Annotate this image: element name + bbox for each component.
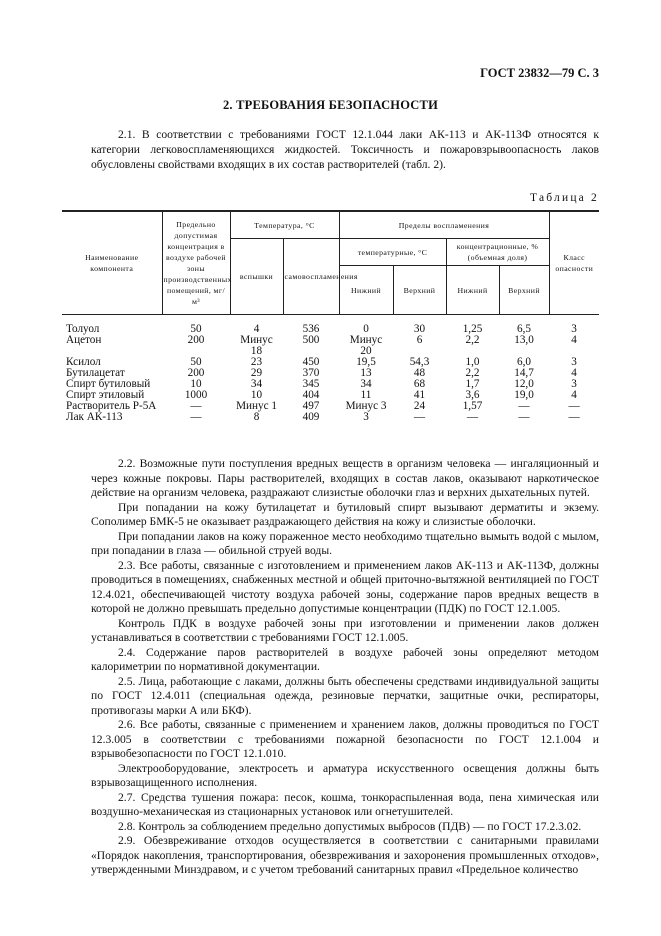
cell-chigh: — xyxy=(518,411,530,423)
properties-table xyxy=(62,210,599,423)
cell-chigh: 14,7 xyxy=(514,367,534,379)
cell-pdk: 10 xyxy=(190,378,202,390)
col-temp-upper: Верхний xyxy=(393,266,446,315)
page-header: ГОСТ 23832—79 С. 3 xyxy=(480,66,599,80)
cell-clow: 1,25 xyxy=(462,323,483,335)
cell-thigh: 41 xyxy=(413,389,426,401)
cell-name: Растворитель Р-5А xyxy=(66,400,157,412)
cell-flash: Минус 1 xyxy=(236,400,277,412)
paragraph-2-1: 2.1. В соответствии с требованиями ГОСТ 12.1.044 лаки АК-113 и АК-113Ф относятся к категории легковоспламеняющихся жидкостей. Токсичность и пожаровзрывоопасность лаков обусловлены свойствами входящих в их состав растворителей (табл. 2). xyxy=(91,128,599,171)
cell-pdk: 50 xyxy=(190,323,202,335)
cell-cls: 4 xyxy=(571,334,577,346)
paragraph-2-2: 2.2. Возможные пути поступления вредных веществ в организм человека — ингаляционный и через кожные покровы. Пары растворителей, входящих в состав лаков, оказывают наркотическое действие на организм человека, раздражают слизистые оболочки глаз и верхних дыхательных путей. xyxy=(91,457,599,499)
paragraph-2-2-c: При попадании лаков на кожу пораженное место необходимо тщательно вымыть водой с мылом, при попадании в глаза — обильной струей воды. xyxy=(91,529,599,557)
cell-tlow: 11 xyxy=(360,389,372,401)
cell-flash: 23 xyxy=(250,356,263,368)
col-pdk: Предельно допустимая концентрация в воздухе рабочей зоны производственных помещений, мг/м³ xyxy=(162,211,230,315)
col-conc-lower: Нижний xyxy=(446,266,499,315)
cell-clow: 1,0 xyxy=(465,356,480,368)
cell-auto: 450 xyxy=(302,356,320,368)
cell-chigh: 12,0 xyxy=(514,378,534,390)
cell-auto: 500 xyxy=(302,334,320,346)
cell-chigh: 6,5 xyxy=(517,323,531,335)
cell-thigh: 24 xyxy=(413,400,426,412)
cell-cls: 4 xyxy=(571,367,577,379)
cell-thigh: 48 xyxy=(413,367,426,379)
col-limits: Пределы воспламенения xyxy=(339,211,549,239)
cell-auto: 345 xyxy=(302,378,320,390)
cell-auto: 404 xyxy=(302,389,320,401)
cell-name: Толуол xyxy=(66,323,100,335)
col-temp-limits: температурные, °С xyxy=(339,239,446,266)
cell-tlow: 13 xyxy=(360,367,372,379)
body-text xyxy=(91,457,599,878)
cell-cls: 3 xyxy=(571,356,577,368)
cell-name: Бутилацетат xyxy=(66,367,125,379)
cell-clow: 1,57 xyxy=(462,400,483,412)
cell-chigh: 13,0 xyxy=(514,334,534,346)
cell-pdk: 200 xyxy=(187,367,205,379)
cell-name: Спирт бутиловый xyxy=(66,378,151,390)
paragraph-2-5: 2.5. Лица, работающие с лаками, должны быть обеспечены средствами индивидуальной защиты по ГОСТ 12.4.011 (специальная одежда, резиновые перчатки, защитные очки, респираторы, противогазы марки А или БКФ). xyxy=(91,674,599,717)
col-temperature: Температура, °С xyxy=(230,211,339,239)
paragraph-2-2-b: При попадании на кожу бутилацетат и бутиловый спирт вызывают дерматиты и экзему. Сополимер БМК-5 не оказывает раздражающего действия на кожу и слизистые оболочки. xyxy=(91,500,599,528)
table-caption: Таблица 2 xyxy=(530,192,599,204)
cell-flash: Минус 18 xyxy=(240,334,273,357)
cell-cls: — xyxy=(568,411,580,423)
cell-name: Спирт этиловый xyxy=(66,389,145,401)
cell-chigh: — xyxy=(518,400,530,412)
col-conc-upper: Верхний xyxy=(499,266,549,315)
cell-tlow: Минус 20 xyxy=(349,334,383,357)
cell-flash: 10 xyxy=(250,389,263,401)
cell-chigh: 6,0 xyxy=(517,356,531,368)
paragraph-2-6: 2.6. Все работы, связанные с применением и хранением лаков, должны проводиться по ГОСТ 12.3.005 в соответствии с требованиями пожарной безопасности по ГОСТ 12.1.004 и взрывобезопасности по ГОСТ 12.1.010. xyxy=(91,718,599,760)
cell-thigh: 54,3 xyxy=(409,356,430,368)
cell-clow: 1,7 xyxy=(465,378,480,390)
paragraph-2-9: 2.9. Обезвреживание отходов осуществляется в соответствии с санитарными правилами «Порядок накопления, транспортирования, обезвреживания и захоронения промышленных отходов», утвержденными Минздравом, и с учетом требований санитарных правил «Предельное количество xyxy=(91,834,599,876)
cell-tlow: 0 xyxy=(363,323,369,335)
intro-paragraph xyxy=(91,127,599,172)
cell-name: Лак АК-113 xyxy=(66,411,123,423)
cell-pdk: 200 xyxy=(187,334,205,346)
col-temp-lower: Нижний xyxy=(339,266,393,315)
cell-auto: 536 xyxy=(302,323,320,335)
cell-flash: 34 xyxy=(250,378,263,390)
cell-cls: 3 xyxy=(571,323,577,335)
paragraph-2-8: 2.8. Контроль за соблюдением предельно допустимых выбросов (ПДВ) — по ГОСТ 17.2.3.02. xyxy=(118,819,582,833)
cell-tlow: 3 xyxy=(363,411,369,423)
cell-clow: — xyxy=(466,411,479,423)
cell-auto: 370 xyxy=(302,367,320,379)
cell-flash: 4 xyxy=(253,323,260,335)
cell-name: Ксилол xyxy=(66,356,101,368)
table-row xyxy=(62,335,599,357)
paragraph-2-3-b: Контроль ПДК в воздухе рабочей зоны при изготовлении и применении лаков должен устанавливаться в соответствии с требованиями ГОСТ 12.1.005. xyxy=(91,616,599,644)
section-title: 2. ТРЕБОВАНИЯ БЕЗОПАСНОСТИ xyxy=(222,98,438,112)
cell-cls: 3 xyxy=(571,378,577,390)
cell-tlow: Минус 3 xyxy=(345,400,387,412)
cell-clow: 3,6 xyxy=(465,389,480,401)
cell-tlow: 34 xyxy=(360,378,372,390)
cell-chigh: 19,0 xyxy=(514,389,534,401)
cell-pdk: 50 xyxy=(190,356,202,368)
paragraph-2-7: 2.7. Средства тушения пожара: песок, кошма, тонкораспыленная вода, пена химическая или воздушно-механическая из стационарных установок или огнетушителей. xyxy=(91,790,599,818)
paragraph-2-3: 2.3. Все работы, связанные с изготовлением и применением лаков АК-113 и АК-113Ф, должны проводиться в помещениях, снабженных местной и общей приточно-вытяжной вентиляцией по ГОСТ 12.4.021, обеспечивающей чистоту воздуха рабочей зоны, содержание паров вредных веществ в которой не должно превышать предельно допустимые концентрации (ПДК) по ГОСТ 12.1.005. xyxy=(91,558,599,615)
cell-flash: 29 xyxy=(250,367,263,379)
cell-cls: 4 xyxy=(571,389,577,401)
col-hazard-class: Класс опасности xyxy=(549,211,599,315)
cell-thigh: — xyxy=(413,411,426,423)
col-component: Наименование компонента xyxy=(62,211,162,315)
cell-thigh: 30 xyxy=(413,323,426,335)
col-conc-limits: концентрационные, % (объемная доля) xyxy=(446,239,549,266)
cell-cls: — xyxy=(568,400,580,412)
cell-clow: 2,2 xyxy=(465,334,480,346)
cell-name: Ацетон xyxy=(66,334,102,346)
cell-pdk: 1000 xyxy=(184,389,208,401)
cell-tlow: 19,5 xyxy=(356,356,376,368)
cell-clow: 2,2 xyxy=(465,367,480,379)
paragraph-2-4: 2.4. Содержание паров растворителей в воздухе рабочей зоны определяют методом калориметрии по нормативной документации. xyxy=(91,645,599,673)
col-autoignition: самовоспламенения xyxy=(283,239,339,315)
table-row xyxy=(62,412,599,423)
cell-thigh: 6 xyxy=(416,334,423,346)
cell-auto: 409 xyxy=(302,411,320,423)
cell-flash: 8 xyxy=(253,411,260,423)
cell-pdk: — xyxy=(190,411,202,423)
cell-thigh: 68 xyxy=(413,378,426,390)
paragraph-2-6-b: Электрооборудование, электросеть и арматура искусственного освещения должны быть взрывозащищенного исполнения. xyxy=(91,761,599,789)
cell-auto: 497 xyxy=(302,400,320,412)
cell-pdk: — xyxy=(190,400,202,412)
table-row xyxy=(62,315,599,336)
col-flash: вспышки xyxy=(230,239,283,315)
